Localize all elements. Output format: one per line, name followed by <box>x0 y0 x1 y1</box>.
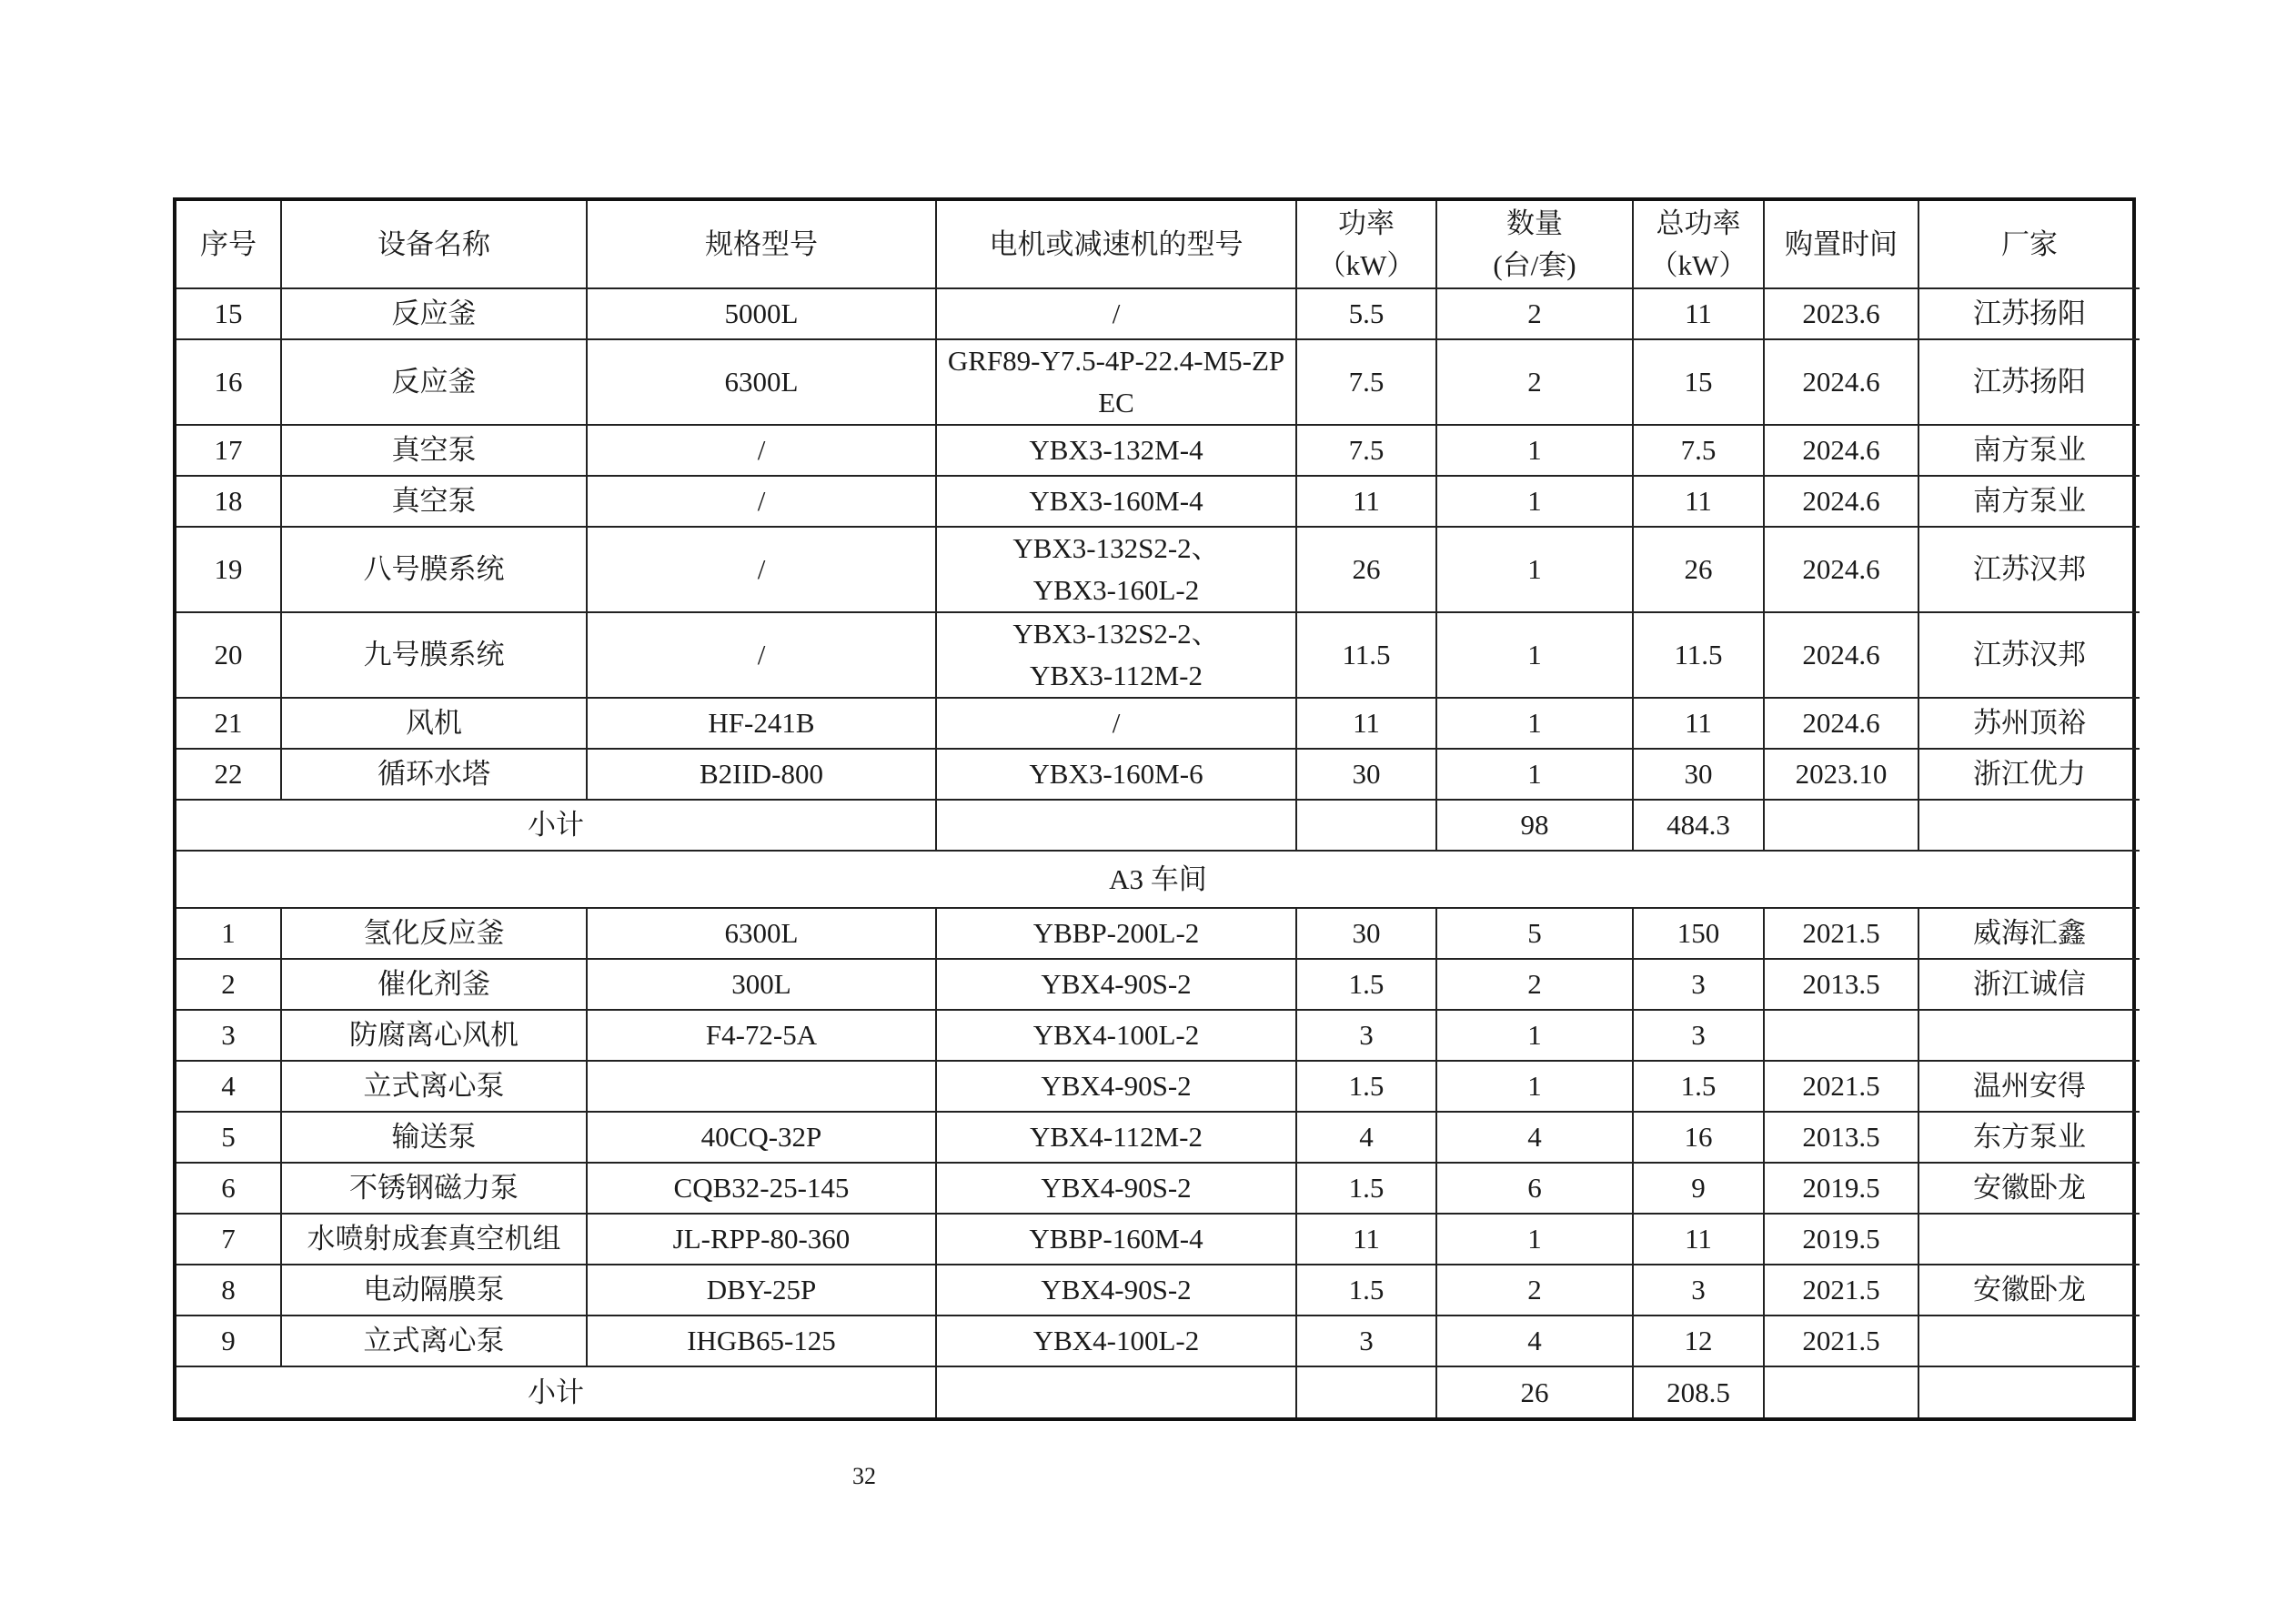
cell-date: 2023.6 <box>1764 288 1918 339</box>
cell-power: 11 <box>1296 698 1436 749</box>
cell-maker <box>1918 1214 2140 1265</box>
cell-power: 30 <box>1296 908 1436 959</box>
cell-qty: 4 <box>1436 1316 1633 1366</box>
header-purchase-time: 购置时间 <box>1764 201 1918 288</box>
subtotal-maker-empty <box>1918 1366 2140 1417</box>
cell-motor-line: YBX4-90S-2 <box>1041 968 1192 1000</box>
cell-maker: 浙江优力 <box>1918 749 2140 800</box>
cell-date <box>1764 1010 1918 1061</box>
cell-total: 11 <box>1633 476 1764 527</box>
cell-spec <box>587 1061 936 1112</box>
cell-seq: 5 <box>176 1112 281 1163</box>
cell-total: 11 <box>1633 698 1764 749</box>
subtotal-date-empty <box>1764 1366 1918 1417</box>
cell-seq: 3 <box>176 1010 281 1061</box>
cell-spec: DBY-25P <box>587 1265 936 1316</box>
page-number: 32 <box>852 1463 876 1489</box>
cell-total: 11 <box>1633 1214 1764 1265</box>
subtotal-maker-empty <box>1918 800 2140 851</box>
cell-motor <box>936 527 1296 612</box>
header-power-line1: 功率 <box>1338 207 1395 239</box>
cell-motor-line: YBX4-90S-2 <box>1041 1070 1192 1102</box>
cell-motor <box>936 425 1296 476</box>
cell-motor <box>936 1316 1296 1366</box>
header-qty-line2: (台/套) <box>1493 248 1576 281</box>
table-row <box>176 1316 2140 1366</box>
cell-motor-line: / <box>1112 297 1121 329</box>
cell-total: 11 <box>1633 288 1764 339</box>
cell-date: 2021.5 <box>1764 1061 1918 1112</box>
cell-spec: / <box>587 425 936 476</box>
header-name: 设备名称 <box>281 201 587 288</box>
cell-spec: 40CQ-32P <box>587 1112 936 1163</box>
cell-name: 水喷射成套真空机组 <box>281 1214 587 1265</box>
cell-spec: 6300L <box>587 908 936 959</box>
cell-power: 7.5 <box>1296 425 1436 476</box>
cell-total: 16 <box>1633 1112 1764 1163</box>
cell-qty: 1 <box>1436 527 1633 612</box>
cell-date: 2024.6 <box>1764 612 1918 698</box>
cell-total: 150 <box>1633 908 1764 959</box>
cell-name: 不锈钢磁力泵 <box>281 1163 587 1214</box>
cell-name: 反应釜 <box>281 288 587 339</box>
cell-name: 立式离心泵 <box>281 1316 587 1366</box>
cell-motor-line: YBX3-160M-6 <box>1029 758 1203 790</box>
header-qty <box>1436 201 1633 288</box>
cell-maker: 南方泵业 <box>1918 476 2140 527</box>
subtotal-label: 小计 <box>176 1366 936 1417</box>
cell-date: 2013.5 <box>1764 1112 1918 1163</box>
cell-power: 11 <box>1296 476 1436 527</box>
table-row <box>176 1214 2140 1265</box>
table-row <box>176 1163 2140 1214</box>
table-body <box>176 201 2140 1417</box>
cell-qty: 2 <box>1436 1265 1633 1316</box>
cell-motor <box>936 749 1296 800</box>
cell-name: 风机 <box>281 698 587 749</box>
cell-maker: 安徽卧龙 <box>1918 1163 2140 1214</box>
cell-spec: / <box>587 612 936 698</box>
cell-qty: 2 <box>1436 339 1633 425</box>
cell-spec: 300L <box>587 959 936 1010</box>
header-power <box>1296 201 1436 288</box>
cell-seq: 21 <box>176 698 281 749</box>
table-row <box>176 959 2140 1010</box>
cell-date: 2023.10 <box>1764 749 1918 800</box>
cell-maker: 东方泵业 <box>1918 1112 2140 1163</box>
cell-qty: 6 <box>1436 1163 1633 1214</box>
cell-qty: 5 <box>1436 908 1633 959</box>
header-motor: 电机或减速机的型号 <box>936 201 1296 288</box>
cell-qty: 1 <box>1436 425 1633 476</box>
cell-spec: / <box>587 527 936 612</box>
cell-date: 2024.6 <box>1764 527 1918 612</box>
cell-motor-line: YBX3-112M-2 <box>1029 660 1203 691</box>
cell-motor-line: YBX3-160M-4 <box>1029 485 1203 517</box>
cell-name: 电动隔膜泵 <box>281 1265 587 1316</box>
cell-seq: 16 <box>176 339 281 425</box>
table-row <box>176 1061 2140 1112</box>
cell-qty: 1 <box>1436 1061 1633 1112</box>
table-row <box>176 749 2140 800</box>
cell-motor <box>936 476 1296 527</box>
cell-motor-line: GRF89-Y7.5-4P-22.4-M5-ZP <box>947 345 1285 377</box>
cell-name: 真空泵 <box>281 476 587 527</box>
cell-maker: 温州安得 <box>1918 1061 2140 1112</box>
cell-spec: JL-RPP-80-360 <box>587 1214 936 1265</box>
cell-motor-line: YBX4-90S-2 <box>1041 1274 1192 1305</box>
cell-motor <box>936 959 1296 1010</box>
cell-date: 2024.6 <box>1764 476 1918 527</box>
cell-power: 1.5 <box>1296 1163 1436 1214</box>
header-total-power-line2: （kW） <box>1649 248 1747 281</box>
cell-power: 7.5 <box>1296 339 1436 425</box>
header-seq: 序号 <box>176 201 281 288</box>
cell-seq: 7 <box>176 1214 281 1265</box>
section-title-a3: A3 车间 <box>176 851 2140 908</box>
cell-date: 2013.5 <box>1764 959 1918 1010</box>
cell-qty: 1 <box>1436 698 1633 749</box>
cell-maker <box>1918 1010 2140 1061</box>
cell-motor <box>936 1061 1296 1112</box>
cell-maker: 苏州顶裕 <box>1918 698 2140 749</box>
cell-spec: B2IID-800 <box>587 749 936 800</box>
cell-name: 氢化反应釜 <box>281 908 587 959</box>
cell-motor-line: / <box>1112 707 1121 739</box>
subtotal-motor-empty <box>936 1366 1296 1417</box>
cell-motor <box>936 908 1296 959</box>
cell-power: 3 <box>1296 1316 1436 1366</box>
subtotal-date-empty <box>1764 800 1918 851</box>
cell-motor-line: YBX4-100L-2 <box>1032 1325 1200 1356</box>
cell-name: 立式离心泵 <box>281 1061 587 1112</box>
cell-spec: F4-72-5A <box>587 1010 936 1061</box>
cell-date: 2021.5 <box>1764 908 1918 959</box>
cell-maker: 江苏汉邦 <box>1918 612 2140 698</box>
cell-power: 26 <box>1296 527 1436 612</box>
cell-maker: 安徽卧龙 <box>1918 1265 2140 1316</box>
cell-motor-line: YBX4-100L-2 <box>1032 1019 1200 1051</box>
cell-motor-line: YBBP-200L-2 <box>1032 917 1200 949</box>
table-row <box>176 908 2140 959</box>
cell-spec: 5000L <box>587 288 936 339</box>
table-row <box>176 1112 2140 1163</box>
subtotal-motor-empty <box>936 800 1296 851</box>
cell-name: 真空泵 <box>281 425 587 476</box>
cell-power: 30 <box>1296 749 1436 800</box>
cell-total: 3 <box>1633 1010 1764 1061</box>
cell-motor <box>936 1163 1296 1214</box>
cell-motor <box>936 1010 1296 1061</box>
cell-maker <box>1918 1316 2140 1366</box>
subtotal-power-empty <box>1296 1366 1436 1417</box>
cell-power: 1.5 <box>1296 959 1436 1010</box>
cell-motor-line: EC <box>1098 387 1134 418</box>
header-qty-line1: 数量 <box>1506 207 1563 239</box>
header-maker: 厂家 <box>1918 201 2140 288</box>
cell-maker: 南方泵业 <box>1918 425 2140 476</box>
cell-power: 11 <box>1296 1214 1436 1265</box>
cell-power: 1.5 <box>1296 1265 1436 1316</box>
cell-motor-line: YBX3-160L-2 <box>1032 574 1200 606</box>
cell-maker: 浙江诚信 <box>1918 959 2140 1010</box>
cell-date: 2021.5 <box>1764 1265 1918 1316</box>
cell-qty: 1 <box>1436 1010 1633 1061</box>
cell-seq: 1 <box>176 908 281 959</box>
subtotal-total: 208.5 <box>1633 1366 1764 1417</box>
cell-qty: 2 <box>1436 288 1633 339</box>
cell-power: 4 <box>1296 1112 1436 1163</box>
subtotal-total: 484.3 <box>1633 800 1764 851</box>
cell-name: 防腐离心风机 <box>281 1010 587 1061</box>
cell-motor <box>936 1214 1296 1265</box>
cell-name: 循环水塔 <box>281 749 587 800</box>
cell-total: 11.5 <box>1633 612 1764 698</box>
subtotal-label: 小计 <box>176 800 936 851</box>
cell-motor-line: YBX3-132M-4 <box>1029 434 1203 466</box>
cell-power: 11.5 <box>1296 612 1436 698</box>
cell-maker: 江苏扬阳 <box>1918 339 2140 425</box>
cell-motor-line: YBX4-90S-2 <box>1041 1172 1192 1204</box>
header-power-line2: （kW） <box>1317 248 1415 281</box>
subtotal-power-empty <box>1296 800 1436 851</box>
subtotal-row <box>176 800 2140 851</box>
cell-power: 3 <box>1296 1010 1436 1061</box>
cell-power: 1.5 <box>1296 1061 1436 1112</box>
equipment-table <box>176 201 2140 1417</box>
cell-seq: 22 <box>176 749 281 800</box>
cell-spec: HF-241B <box>587 698 936 749</box>
cell-total: 1.5 <box>1633 1061 1764 1112</box>
cell-name: 九号膜系统 <box>281 612 587 698</box>
cell-motor <box>936 1112 1296 1163</box>
cell-maker: 江苏扬阳 <box>1918 288 2140 339</box>
cell-spec: / <box>587 476 936 527</box>
cell-motor <box>936 288 1296 339</box>
cell-seq: 9 <box>176 1316 281 1366</box>
cell-total: 3 <box>1633 1265 1764 1316</box>
cell-maker: 江苏汉邦 <box>1918 527 2140 612</box>
table-row <box>176 612 2140 698</box>
section-header-row <box>176 851 2140 908</box>
header-total-power <box>1633 201 1764 288</box>
cell-total: 9 <box>1633 1163 1764 1214</box>
cell-qty: 1 <box>1436 476 1633 527</box>
cell-name: 输送泵 <box>281 1112 587 1163</box>
cell-qty: 1 <box>1436 1214 1633 1265</box>
table-row <box>176 339 2140 425</box>
cell-date: 2024.6 <box>1764 698 1918 749</box>
cell-total: 26 <box>1633 527 1764 612</box>
cell-name: 反应釜 <box>281 339 587 425</box>
cell-date: 2021.5 <box>1764 1316 1918 1366</box>
cell-spec: IHGB65-125 <box>587 1316 936 1366</box>
cell-spec: 6300L <box>587 339 936 425</box>
table-row <box>176 698 2140 749</box>
cell-seq: 18 <box>176 476 281 527</box>
table-row <box>176 1265 2140 1316</box>
cell-total: 30 <box>1633 749 1764 800</box>
cell-qty: 4 <box>1436 1112 1633 1163</box>
table-row <box>176 1010 2140 1061</box>
cell-motor-line: YBX3-132S2-2、 <box>1012 618 1220 650</box>
cell-qty: 2 <box>1436 959 1633 1010</box>
cell-motor-line: YBX3-132S2-2、 <box>1012 532 1220 564</box>
cell-qty: 1 <box>1436 612 1633 698</box>
cell-seq: 8 <box>176 1265 281 1316</box>
cell-total: 12 <box>1633 1316 1764 1366</box>
cell-seq: 19 <box>176 527 281 612</box>
cell-date: 2019.5 <box>1764 1214 1918 1265</box>
cell-motor-line: YBBP-160M-4 <box>1029 1223 1203 1255</box>
cell-power: 5.5 <box>1296 288 1436 339</box>
cell-name: 八号膜系统 <box>281 527 587 612</box>
header-row <box>176 201 2140 288</box>
cell-qty: 1 <box>1436 749 1633 800</box>
cell-motor <box>936 612 1296 698</box>
subtotal-qty: 26 <box>1436 1366 1633 1417</box>
cell-seq: 20 <box>176 612 281 698</box>
cell-seq: 15 <box>176 288 281 339</box>
cell-seq: 2 <box>176 959 281 1010</box>
cell-date: 2024.6 <box>1764 339 1918 425</box>
cell-total: 15 <box>1633 339 1764 425</box>
cell-motor <box>936 1265 1296 1316</box>
cell-total: 3 <box>1633 959 1764 1010</box>
table-row <box>176 288 2140 339</box>
cell-maker: 威海汇鑫 <box>1918 908 2140 959</box>
equipment-table-frame <box>173 197 2136 1421</box>
cell-seq: 6 <box>176 1163 281 1214</box>
cell-motor-line: YBX4-112M-2 <box>1029 1121 1203 1153</box>
cell-motor <box>936 698 1296 749</box>
cell-motor <box>936 339 1296 425</box>
cell-date: 2024.6 <box>1764 425 1918 476</box>
cell-total: 7.5 <box>1633 425 1764 476</box>
header-spec: 规格型号 <box>587 201 936 288</box>
table-row <box>176 425 2140 476</box>
table-row <box>176 476 2140 527</box>
cell-name: 催化剂釜 <box>281 959 587 1010</box>
cell-spec: CQB32-25-145 <box>587 1163 936 1214</box>
subtotal-qty: 98 <box>1436 800 1633 851</box>
table-row <box>176 527 2140 612</box>
cell-date: 2019.5 <box>1764 1163 1918 1214</box>
subtotal-row <box>176 1366 2140 1417</box>
cell-seq: 4 <box>176 1061 281 1112</box>
header-total-power-line1: 总功率 <box>1656 207 1741 239</box>
cell-seq: 17 <box>176 425 281 476</box>
